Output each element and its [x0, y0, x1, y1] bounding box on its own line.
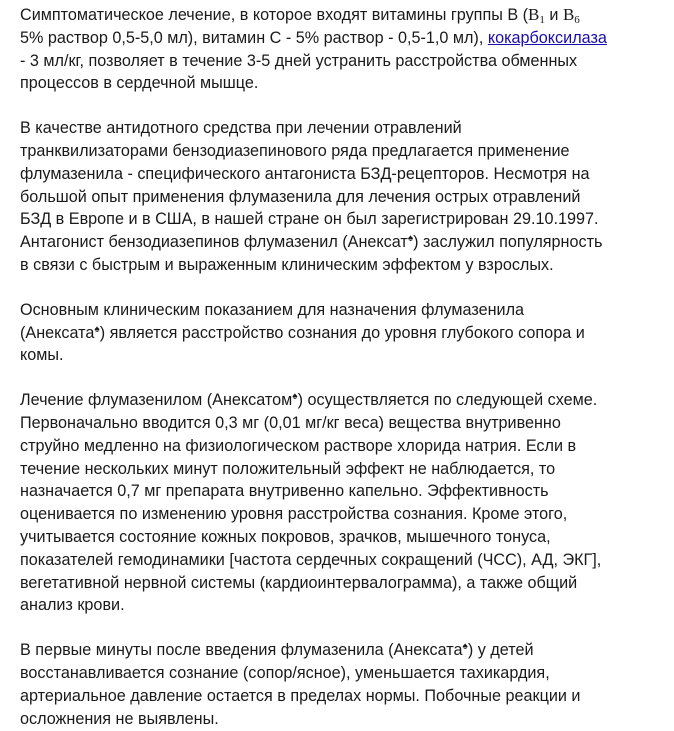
text-line: вегетативной нервной системы (кардиоинтервалограмма), а также общий: [20, 573, 578, 592]
registered-mark-icon: ♠: [407, 233, 414, 245]
text-line: Симптоматическое лечение, в которое входят витамины группы В ($В_1$ и $В_6$: [20, 5, 580, 26]
text-line: комы.: [20, 346, 64, 365]
text-line: 5% раствор 0,5-5,0 мл), витамин С - 5% раствор - 0,5-1,0 мл), кокарбоксилаза: [20, 28, 607, 47]
text-line: назначается 0,7 мг препарата внутривенно капельно. Эффективность: [20, 482, 549, 501]
text-line: транквилизаторами бензодиазепинового ряда предлагается применение: [20, 141, 570, 160]
text-line: БЗД в Европе и в США, в нашей стране он был зарегистрирован 29.10.1997.: [20, 210, 599, 229]
vitamin-b6: $В_6$: [562, 5, 580, 26]
text-line: течение нескольких минут положительный эффект не наблюдается, то: [20, 459, 556, 478]
paragraph-indication: [20, 299, 674, 367]
text-line: показателей гемодинамики [частота сердечных сокращений (ЧСС), АД, ЭКГ],: [20, 550, 602, 569]
cocarboxylase-link[interactable]: кокарбоксилаза: [487, 28, 607, 47]
paragraph-spacer: [20, 95, 674, 117]
text-line: Первоначально вводится 0,3 мг (0,01 мг/кг веса) вещества внутривенно: [20, 413, 561, 432]
text-line: артериальное давление остается в пределах нормы. Побочные реакции и: [20, 686, 581, 705]
registered-mark-icon: ♠: [292, 391, 298, 403]
text-line: учитывается состояние кожных покровов, зрачков, мышечного тонуса,: [20, 527, 551, 546]
text-line: (Анексата♠) является расстройство сознания до уровня глубокого сопора и: [20, 323, 585, 342]
text-line: Лечение флумазенилом (Анексатом♠) осуществляется по следующей схеме.: [20, 391, 598, 410]
text-line: восстанавливается сознание (сопор/ясное), уменьшается тахикардия,: [20, 663, 550, 682]
text-line: большой опыт применения флумазенила для лечения острых отравлений: [20, 187, 581, 206]
registered-mark-icon: ♠: [462, 641, 468, 653]
text-line: осложнения не выявлены.: [20, 709, 219, 728]
text-line: - 3 мл/кг, позволяет в течение 3-5 дней устранить расстройства обменных: [20, 51, 578, 70]
paragraph-treatment-scheme: [20, 389, 674, 617]
paragraph-first-minutes: [20, 639, 674, 730]
text-line: оценивается по изменению уровня расстройства сознания. Кроме этого,: [20, 505, 568, 524]
paragraph-spacer: [20, 367, 674, 389]
text-line: в связи с быстрым и выраженным клиническим эффектом у взрослых.: [20, 255, 554, 274]
text-line: флумазенила - специфического антагониста БЗД-рецепторов. Несмотря на: [20, 164, 590, 183]
text-line: В первые минуты после введения флумазенила (Анексата♠) у детей: [20, 641, 534, 660]
registered-mark-icon: ♠: [94, 323, 100, 335]
text-line: анализ крови.: [20, 596, 125, 615]
vitamin-b1: $В_1$: [528, 5, 545, 26]
text-line: В качестве антидотного средства при лечении отравлений: [20, 119, 462, 138]
text-line: Основным клиническим показанием для назначения флумазенила: [20, 300, 525, 319]
paragraph-symptomatic-treatment: [20, 0, 674, 95]
text-line: процессов в сердечной мышце.: [20, 74, 259, 93]
paragraph-spacer: [20, 277, 674, 299]
text-line: Антагонист бензодиазепинов флумазенил (Анексат♠) заслужил популярность: [20, 233, 603, 252]
text-line: струйно медленно на физиологическом растворе хлорида натрия. Если в: [20, 436, 577, 455]
paragraph-spacer: [20, 617, 674, 639]
paragraph-antidote: [20, 117, 674, 277]
